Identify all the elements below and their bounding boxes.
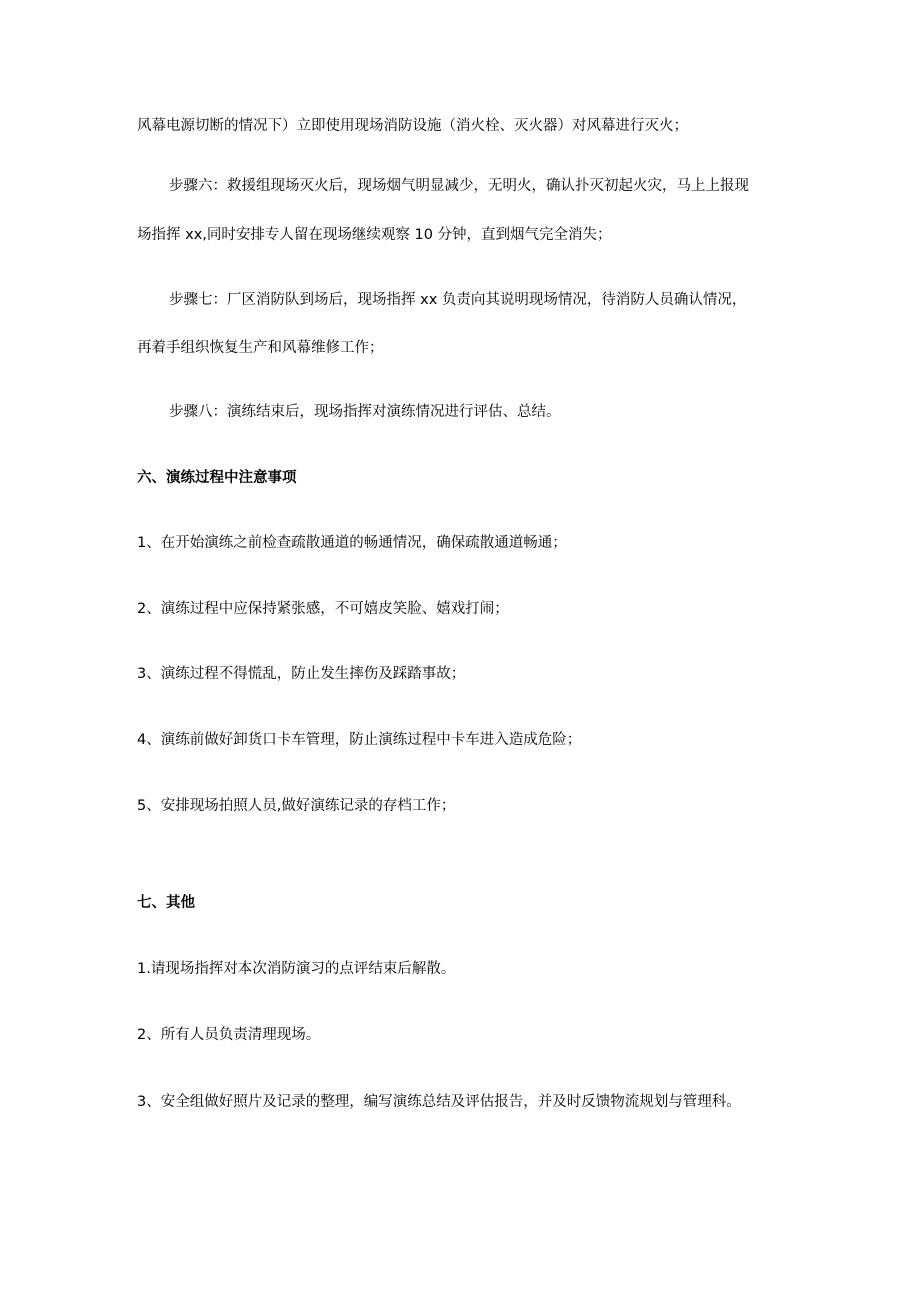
section6-item-2: 2、演练过程中应保持紧张感，不可嬉皮笑脸、嬉戏打闹；: [137, 601, 509, 617]
section7-item-2: 2、所有人员负责清理现场。: [137, 1027, 321, 1043]
section6-item-4: 4、演练前做好卸货口卡车管理，防止演练过程中卡车进入造成危险；: [137, 732, 582, 748]
step6-line2: 场指挥 xx,同时安排专人留在现场继续观察 10 分钟，直到烟气完全消失；: [137, 227, 612, 243]
step7-line2: 再着手组织恢复生产和风幕维修工作；: [137, 340, 384, 356]
section7-item-3: 3、安全组做好照片及记录的整理，编写演练总结及评估报告，并及时反馈物流规划与管理科。: [137, 1094, 741, 1110]
step8: 步骤八：演练结束后，现场指挥对演练情况进行评估、总结。: [169, 404, 561, 420]
step6-line1: 步骤六：救援组现场灭火后，现场烟气明显减少，无明火，确认扑灭初起火灾，马上上报现: [169, 178, 749, 194]
step7-line1: 步骤七：厂区消防队到场后，现场指挥 xx 负责向其说明现场情况，待消防人员确认情况，: [169, 292, 747, 308]
section6-item-3: 3、演练过程不得慌乱，防止发生摔伤及踩踏事故；: [137, 666, 466, 682]
section6-item-5: 5、安排现场拍照人员,做好演练记录的存档工作；: [137, 798, 456, 814]
section7-item-1: 1.请现场指挥对本次消防演习的点评结束后解散。: [137, 961, 456, 977]
section6-item-1: 1、在开始演练之前检查疏散通道的畅通情况，确保疏散通道畅通；: [137, 535, 567, 551]
section7-title: 七、其他: [137, 895, 195, 911]
step5-continuation: 风幕电源切断的情况下）立即使用现场消防设施（消火栓、灭火器）对风幕进行灭火；: [137, 118, 688, 134]
section6-title: 六、演练过程中注意事项: [137, 470, 297, 486]
